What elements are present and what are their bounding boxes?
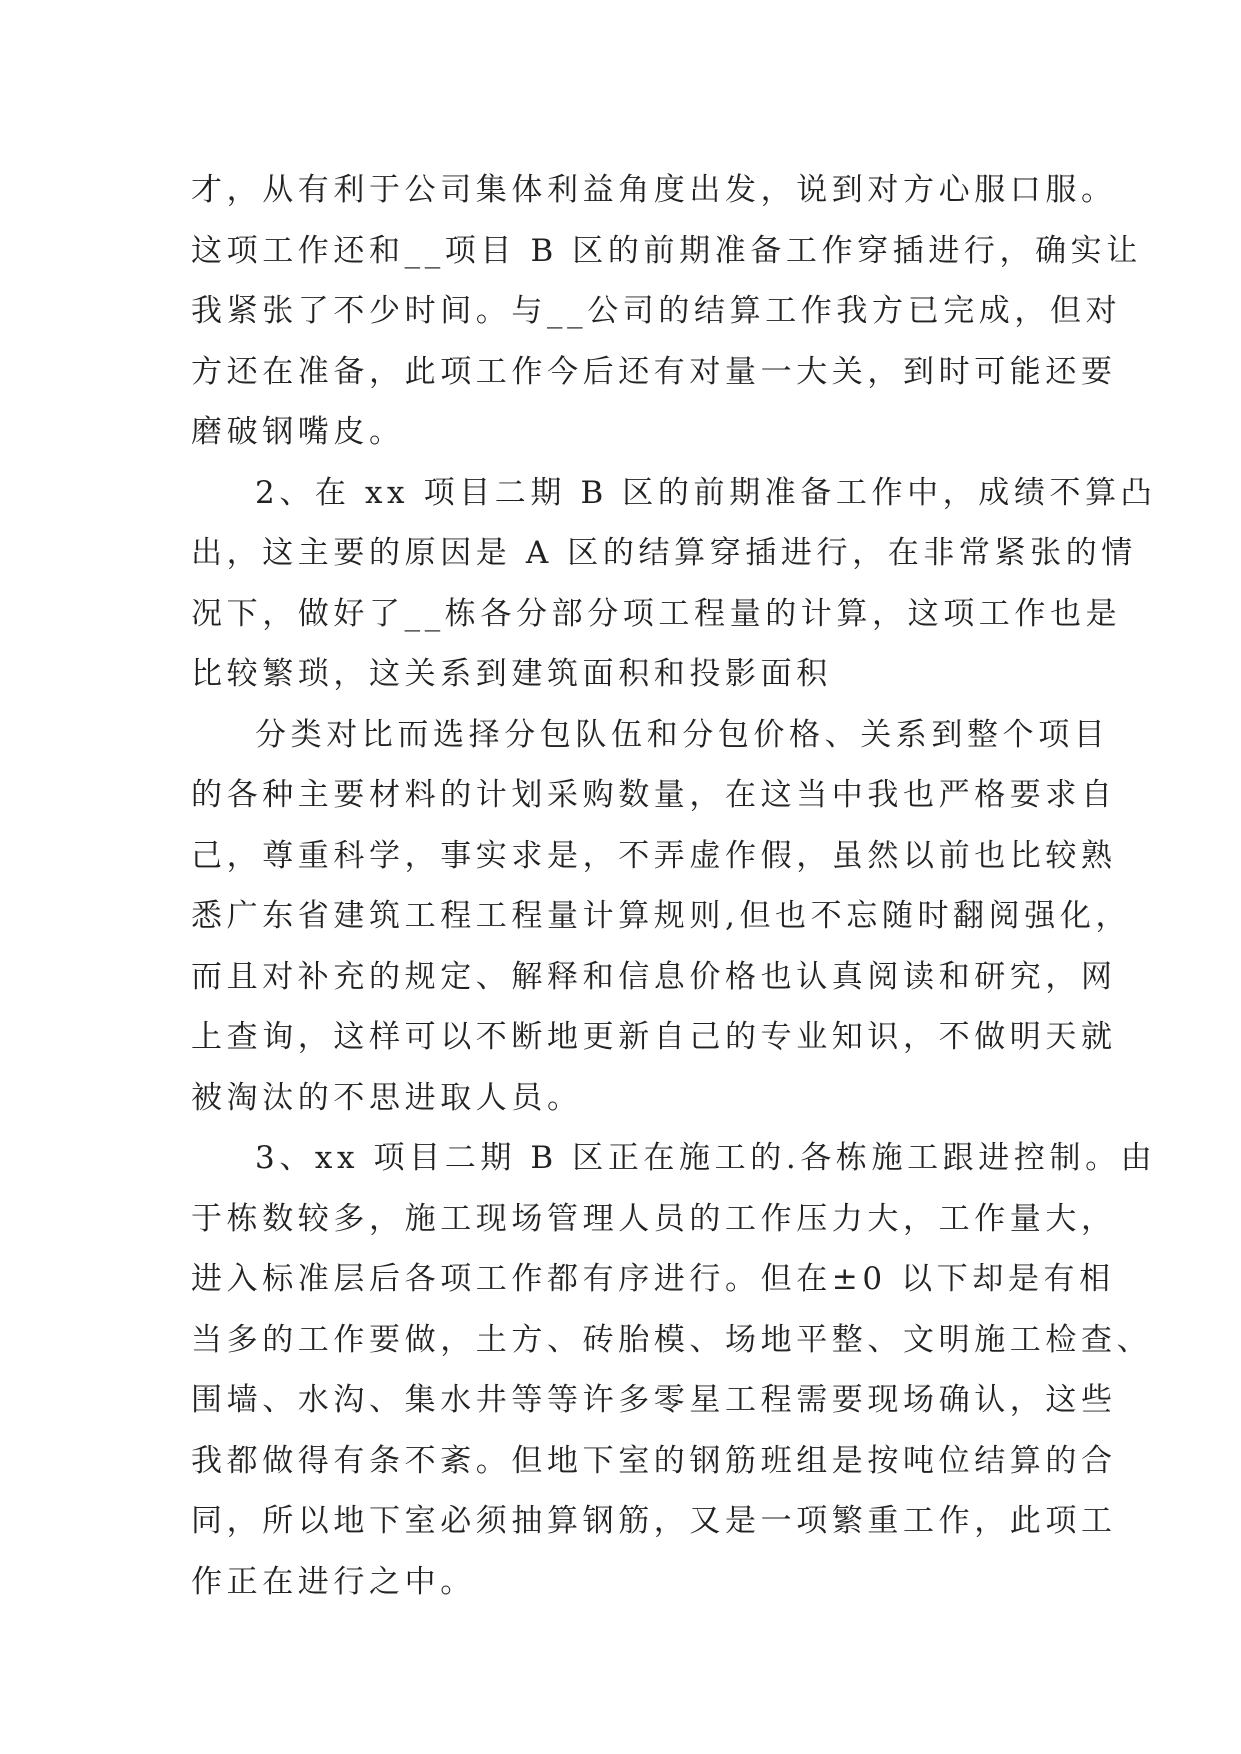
body-text — [191, 160, 1157, 1612]
text-line: 当多的工作要做，土方、砖胎模、场地平整、文明施工检查、 — [191, 1321, 1153, 1358]
text-line: 进入标准层后各项工作都有序进行。但在±0 以下却是有相 — [191, 1261, 1115, 1297]
paragraph-start-line: 分类对比而选择分包队伍和分包价格、关系到整个项目 — [255, 716, 1110, 753]
text-line: 我紧张了不少时间。与__公司的结算工作我方已完成，但对 — [191, 293, 1122, 329]
text-line: 围墙、水沟、集水井等等许多零星工程需要现场确认，这些 — [191, 1382, 1117, 1418]
text-line: 上查询，这样可以不断地更新自己的专业知识，不做明天就 — [191, 1019, 1117, 1055]
text-line: 悉广东省建筑工程工程量计算规则,但也不忘随时翻阅强化， — [191, 898, 1132, 934]
text-line: 方还在准备，此项工作今后还有对量一大关，到时可能还要 — [191, 353, 1117, 390]
text-line: 同，所以地下室必须抽算钢筋，又是一项繁重工作，此项工 — [191, 1503, 1117, 1539]
text-line: 被淘汰的不思进取人员。 — [191, 1079, 583, 1116]
text-line: 比较繁琐，这关系到建筑面积和投影面积 — [191, 656, 832, 692]
text-line: 我都做得有条不紊。但地下室的钢筋班组是按吨位结算的合 — [191, 1442, 1117, 1479]
text-line: 磨破钢嘴皮。 — [191, 414, 405, 450]
text-line: 出，这主要的原因是 A 区的结算穿插进行，在非常紧张的情 — [191, 535, 1137, 571]
text-line: 这项工作还和__项目 B 区的前期准备工作穿插进行，确实让 — [191, 232, 1142, 269]
text-line: 才，从有利于公司集体利益角度出发，说到对方心服口服。 — [191, 172, 1117, 208]
paragraph-start-line: 2、在 xx 项目二期 B 区的前期准备工作中，成绩不算凸 — [255, 474, 1157, 511]
text-line: 己，尊重科学，事实求是，不弄虚作假，虽然以前也比较熟 — [191, 837, 1117, 874]
text-line: 而且对补充的规定、解释和信息价格也认真阅读和研究，网 — [191, 958, 1117, 995]
text-line: 于栋数较多，施工现场管理人员的工作压力大，工作量大， — [191, 1200, 1117, 1237]
paragraph-start-line: 3、xx 项目二期 B 区正在施工的.各栋施工跟进控制。由 — [255, 1140, 1157, 1176]
text-line: 况下，做好了__栋各分部分项工程量的计算，这项工作也是 — [191, 595, 1122, 632]
text-line: 的各种主要材料的计划采购数量，在这当中我也严格要求自 — [191, 777, 1117, 813]
text-line: 作正在进行之中。 — [191, 1563, 476, 1600]
